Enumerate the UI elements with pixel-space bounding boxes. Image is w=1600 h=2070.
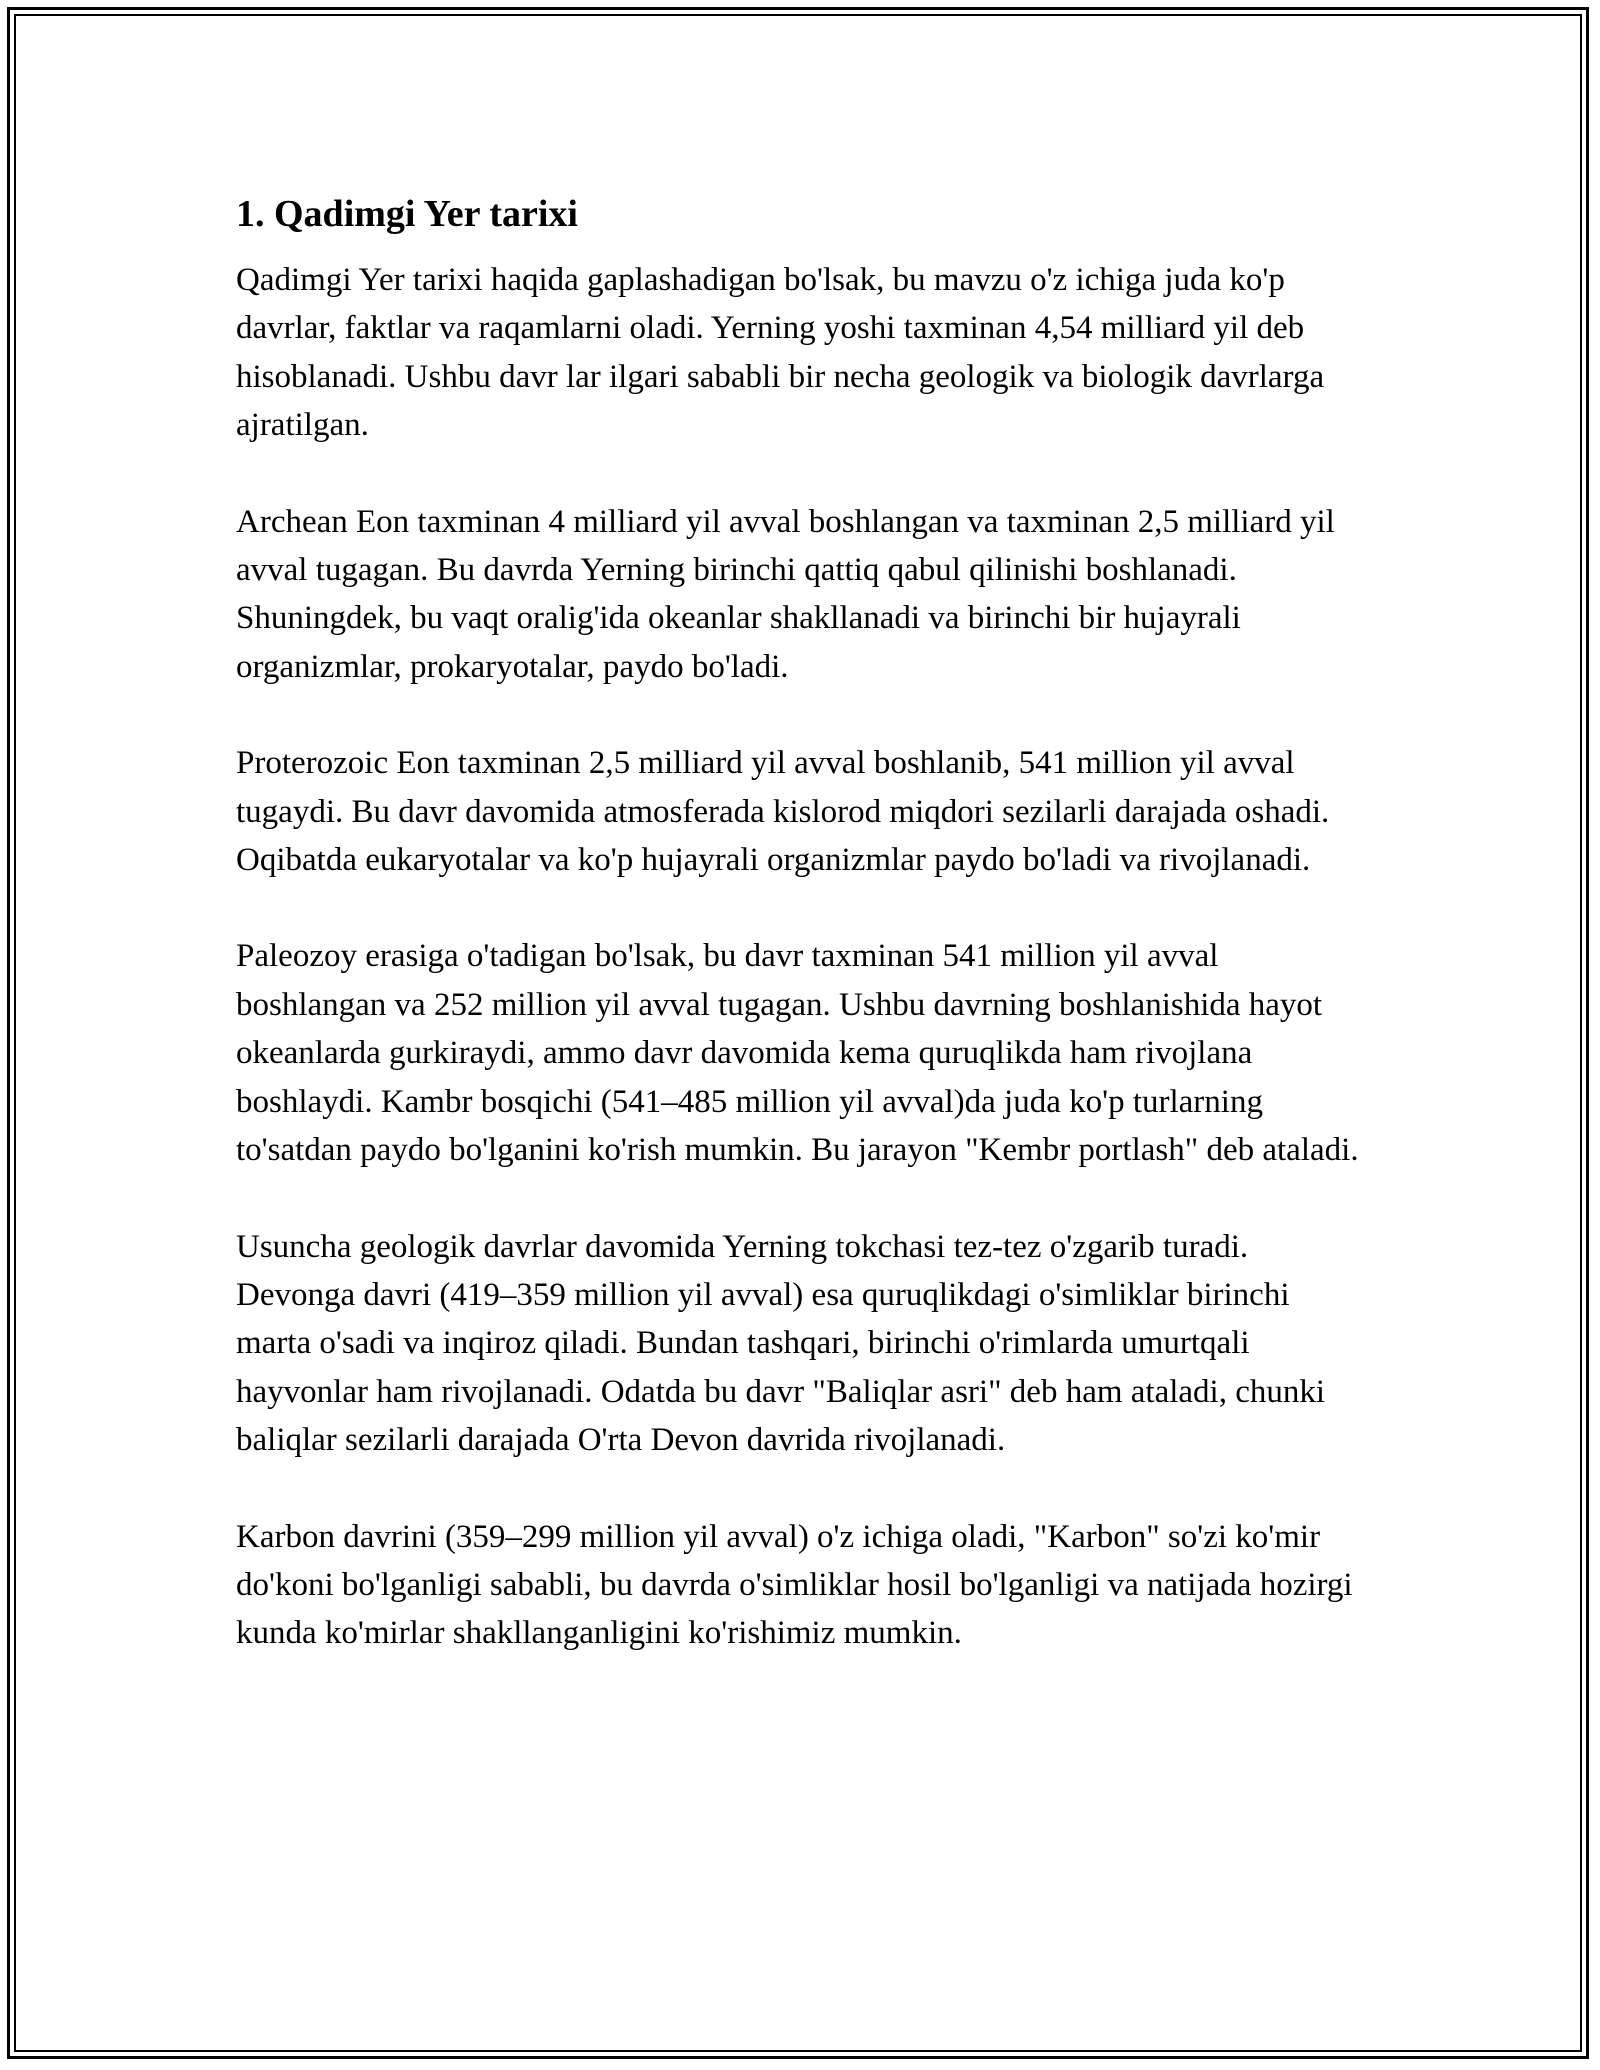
paragraph-proterozoic: Proterozoic Eon taxminan 2,5 milliard yil avval boshlanib, 541 million yil avval tugaydi. Bu davr davomida atmosferada kislorod miqdori sezilarli darajada oshadi. Oqibatda eukaryotalar va ko'p hujayrali organizmlar paydo bo'ladi va rivojlanadi. bbox=[236, 745, 1330, 879]
paragraph-archean: Archean Eon taxminan 4 milliard yil avval boshlangan va taxminan 2,5 milliard yil avval tugagan. Bu davrda Yerning birinchi qattiq qabul qilinishi boshlanadi. Shuningdek, bu vaqt oralig'ida okeanlar shakllanadi va birinchi bir hujayrali organizmlar, prokaryotalar, paydo bo'ladi. bbox=[236, 503, 1335, 685]
paragraph-intro: Qadimgi Yer tarixi haqida gaplashadigan bo'lsak, bu mavzu o'z ichiga juda ko'p davrlar, faktlar va raqamlarni oladi. Yerning yoshi taxminan 4,54 milliard yil deb hisoblanadi. Ushbu davr lar ilgari sababli bir necha geologik va biologik davrlarga ajratilgan. bbox=[236, 262, 1325, 444]
document-body bbox=[236, 186, 1366, 1706]
section-heading: 1. Qadimgi Yer tarixi bbox=[236, 193, 578, 235]
paragraph-devonian: Usuncha geologik davrlar davomida Yerning tokchasi tez-tez o'zgarib turadi. Devonga davri (419–359 million yil avval) esa quruqlikdagi o'simliklar birinchi marta o'sadi va inqiroz qiladi. Bundan tashqari, birinchi o'rimlarda umurtqali hayvonlar ham rivojlanadi. Odatda bu davr "Baliqlar asri" deb ham ataladi, chunki baliqlar sezilarli darajada O'rta Devon davrida rivojlanadi. bbox=[236, 1228, 1326, 1459]
paragraph-paleozoic: Paleozoy erasiga o'tadigan bo'lsak, bu davr taxminan 541 million yil avval boshlangan va 252 million yil avval tugagan. Ushbu davrning boshlanishida hayot okeanlarda gurkiraydi, ammo davr davomida kema quruqlikda ham rivojlana boshlaydi. Kambr bosqichi (541–485 million yil avval)da juda ko'p turlarning to'satdan paydo bo'lganini ko'rish mumkin. Bu jarayon "Kembr portlash" deb ataladi. bbox=[236, 938, 1359, 1169]
paragraph-carboniferous: Karbon davrini (359–299 million yil avval) o'z ichiga oladi, "Karbon" so'zi ko'mir do'koni bo'lganligi sababli, bu davrda o'simliklar hosil bo'lganligi va natijada hozirgi kunda ko'mirlar shakllanganligini ko'rishimiz mumkin. bbox=[236, 1518, 1353, 1652]
